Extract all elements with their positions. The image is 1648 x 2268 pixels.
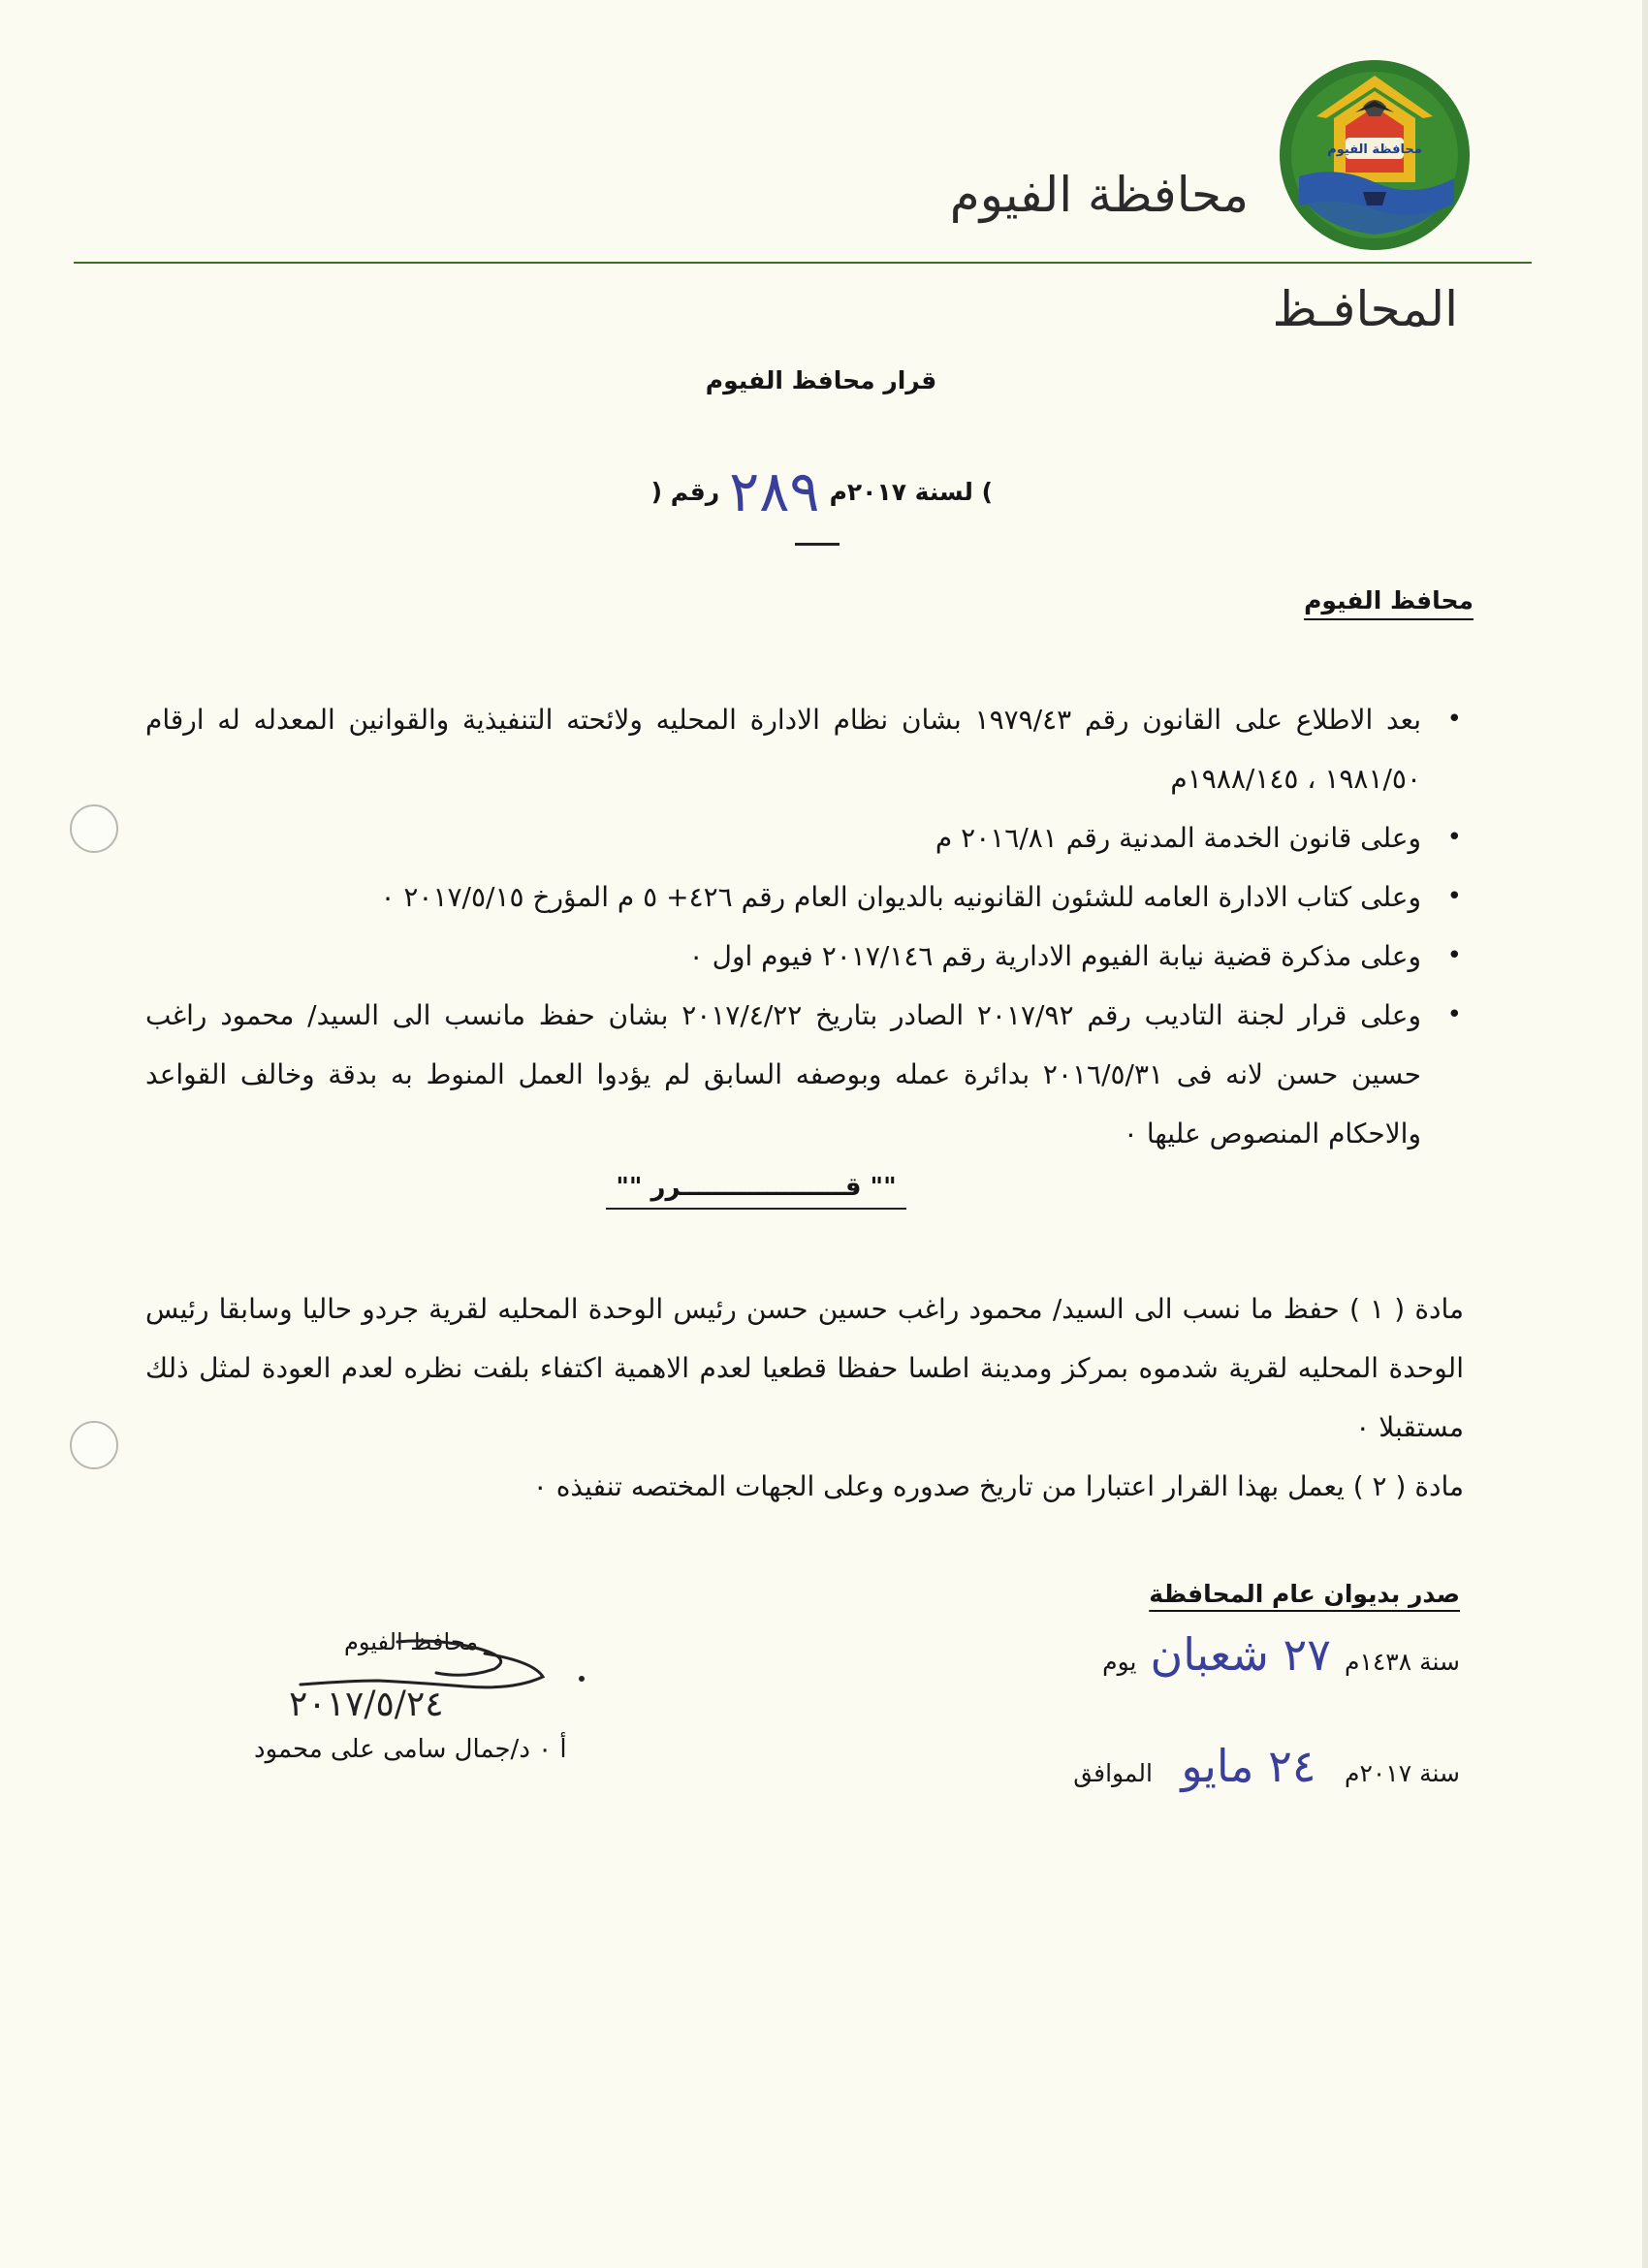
signature-handwritten-date: ٢٠١٧/٥/٢٤ <box>289 1685 444 1724</box>
hijri-date-row <box>1102 1628 1460 1681</box>
decided-heading-text: "" قـــــــــــــــــــرر "" <box>606 1173 905 1210</box>
issuance-heading: صدر بديوان عام المحافظة <box>1149 1580 1460 1608</box>
hijri-label: يوم <box>1102 1648 1137 1676</box>
year-label: ) لسنة ٢٠١٧م <box>829 477 993 506</box>
signatory-name: أ ٠ د/جمال سامى على محمود <box>254 1735 567 1764</box>
signature-label: محافظ الفيوم <box>344 1628 479 1655</box>
title-divider <box>795 543 840 546</box>
seal-caption: محافظة الفيوم <box>1327 142 1422 157</box>
gregorian-label: الموافق <box>1073 1759 1153 1787</box>
header-rule <box>74 262 1532 264</box>
gregorian-date-row <box>1073 1740 1460 1792</box>
article-label: مادة ( ١ ) <box>1348 1293 1464 1325</box>
decided-heading <box>0 1173 1648 1210</box>
handwritten-decision-number: ٢٨٩ <box>729 458 820 524</box>
article-1 <box>145 1279 1464 1457</box>
decision-title <box>0 366 1648 394</box>
governorate-seal-logo <box>1278 58 1472 252</box>
issuer-heading: محافظ الفيوم <box>1304 586 1474 614</box>
handwritten-gregorian-date: ٢٤ مايو <box>1181 1740 1316 1792</box>
preamble-item: • وعلى قرار لجنة التاديب رقم ٢٠١٧/٩٢ الصادر بتاريخ ٢٠١٧/٤/٢٢ بشان حفظ مانسب الى السيد/ محمود راغب حسين حسن لانه فى ٢٠١٦/٥/٣١ بدائرة عمله وبوصفه السابق لم يؤدوا العمل المنوط به بدقة وخالف القواعد والاحكام المنصوص عليها ٠ <box>145 986 1474 1163</box>
governorate-name: محافظة الفيوم <box>949 167 1249 223</box>
hijri-year: سنة ١٤٣٨م <box>1344 1648 1460 1676</box>
articles-section <box>145 1279 1464 1516</box>
preamble-list <box>145 690 1474 1163</box>
punch-hole <box>70 1421 118 1469</box>
decision-number-line <box>650 458 993 524</box>
handwritten-hijri-date: ٢٧ شعبان <box>1150 1628 1331 1681</box>
preamble-item: • وعلى كتاب الادارة العامه للشئون القانونيه بالديوان العام رقم ٤٢٦+ ٥ م المؤرخ ٢٠١٧/٥/١٥ ٠ <box>145 867 1474 927</box>
preamble-item: • وعلى قانون الخدمة المدنية رقم ٢٠١٦/٨١ م <box>145 808 1474 867</box>
article-label: مادة ( ٢ ) <box>1352 1470 1464 1502</box>
punch-hole <box>70 804 118 853</box>
preamble-item: • بعد الاطلاع على القانون رقم ١٩٧٩/٤٣ بشان نظام الادارة المحليه ولائحته التنفيذية والقوانين المعدله له ارقام ١٩٨١/٥٠ ، ١٩٨٨/١٤٥م <box>145 690 1474 808</box>
article-text: يعمل بهذا القرار اعتبارا من تاريخ صدوره وعلى الجهات المختصه تنفيذه ٠ <box>532 1470 1345 1502</box>
decision-title-text: قرار محافظ الفيوم <box>705 366 937 394</box>
preamble-item: • وعلى مذكرة قضية نيابة الفيوم الادارية رقم ٢٠١٧/١٤٦ فيوم اول ٠ <box>145 927 1474 986</box>
article-text: حفظ ما نسب الى السيد/ محمود راغب حسين حسن رئيس الوحدة المحليه لقرية جردو حاليا وسابقا رئيس الوحدة المحليه لقرية شدموه بمركز ومدينة اطسا حفظا قطعيا لعدم الاهمية اكتفاء بلفت نظره لعدم العودة لمثل ذلك مستقبلا ٠ <box>145 1293 1464 1443</box>
governor-title: المحافـظ <box>1272 281 1458 337</box>
gregorian-year: سنة ٢٠١٧م <box>1344 1759 1460 1787</box>
page-edge <box>1642 0 1648 2268</box>
article-2 <box>145 1457 1464 1516</box>
number-label: رقم ( <box>650 477 720 506</box>
